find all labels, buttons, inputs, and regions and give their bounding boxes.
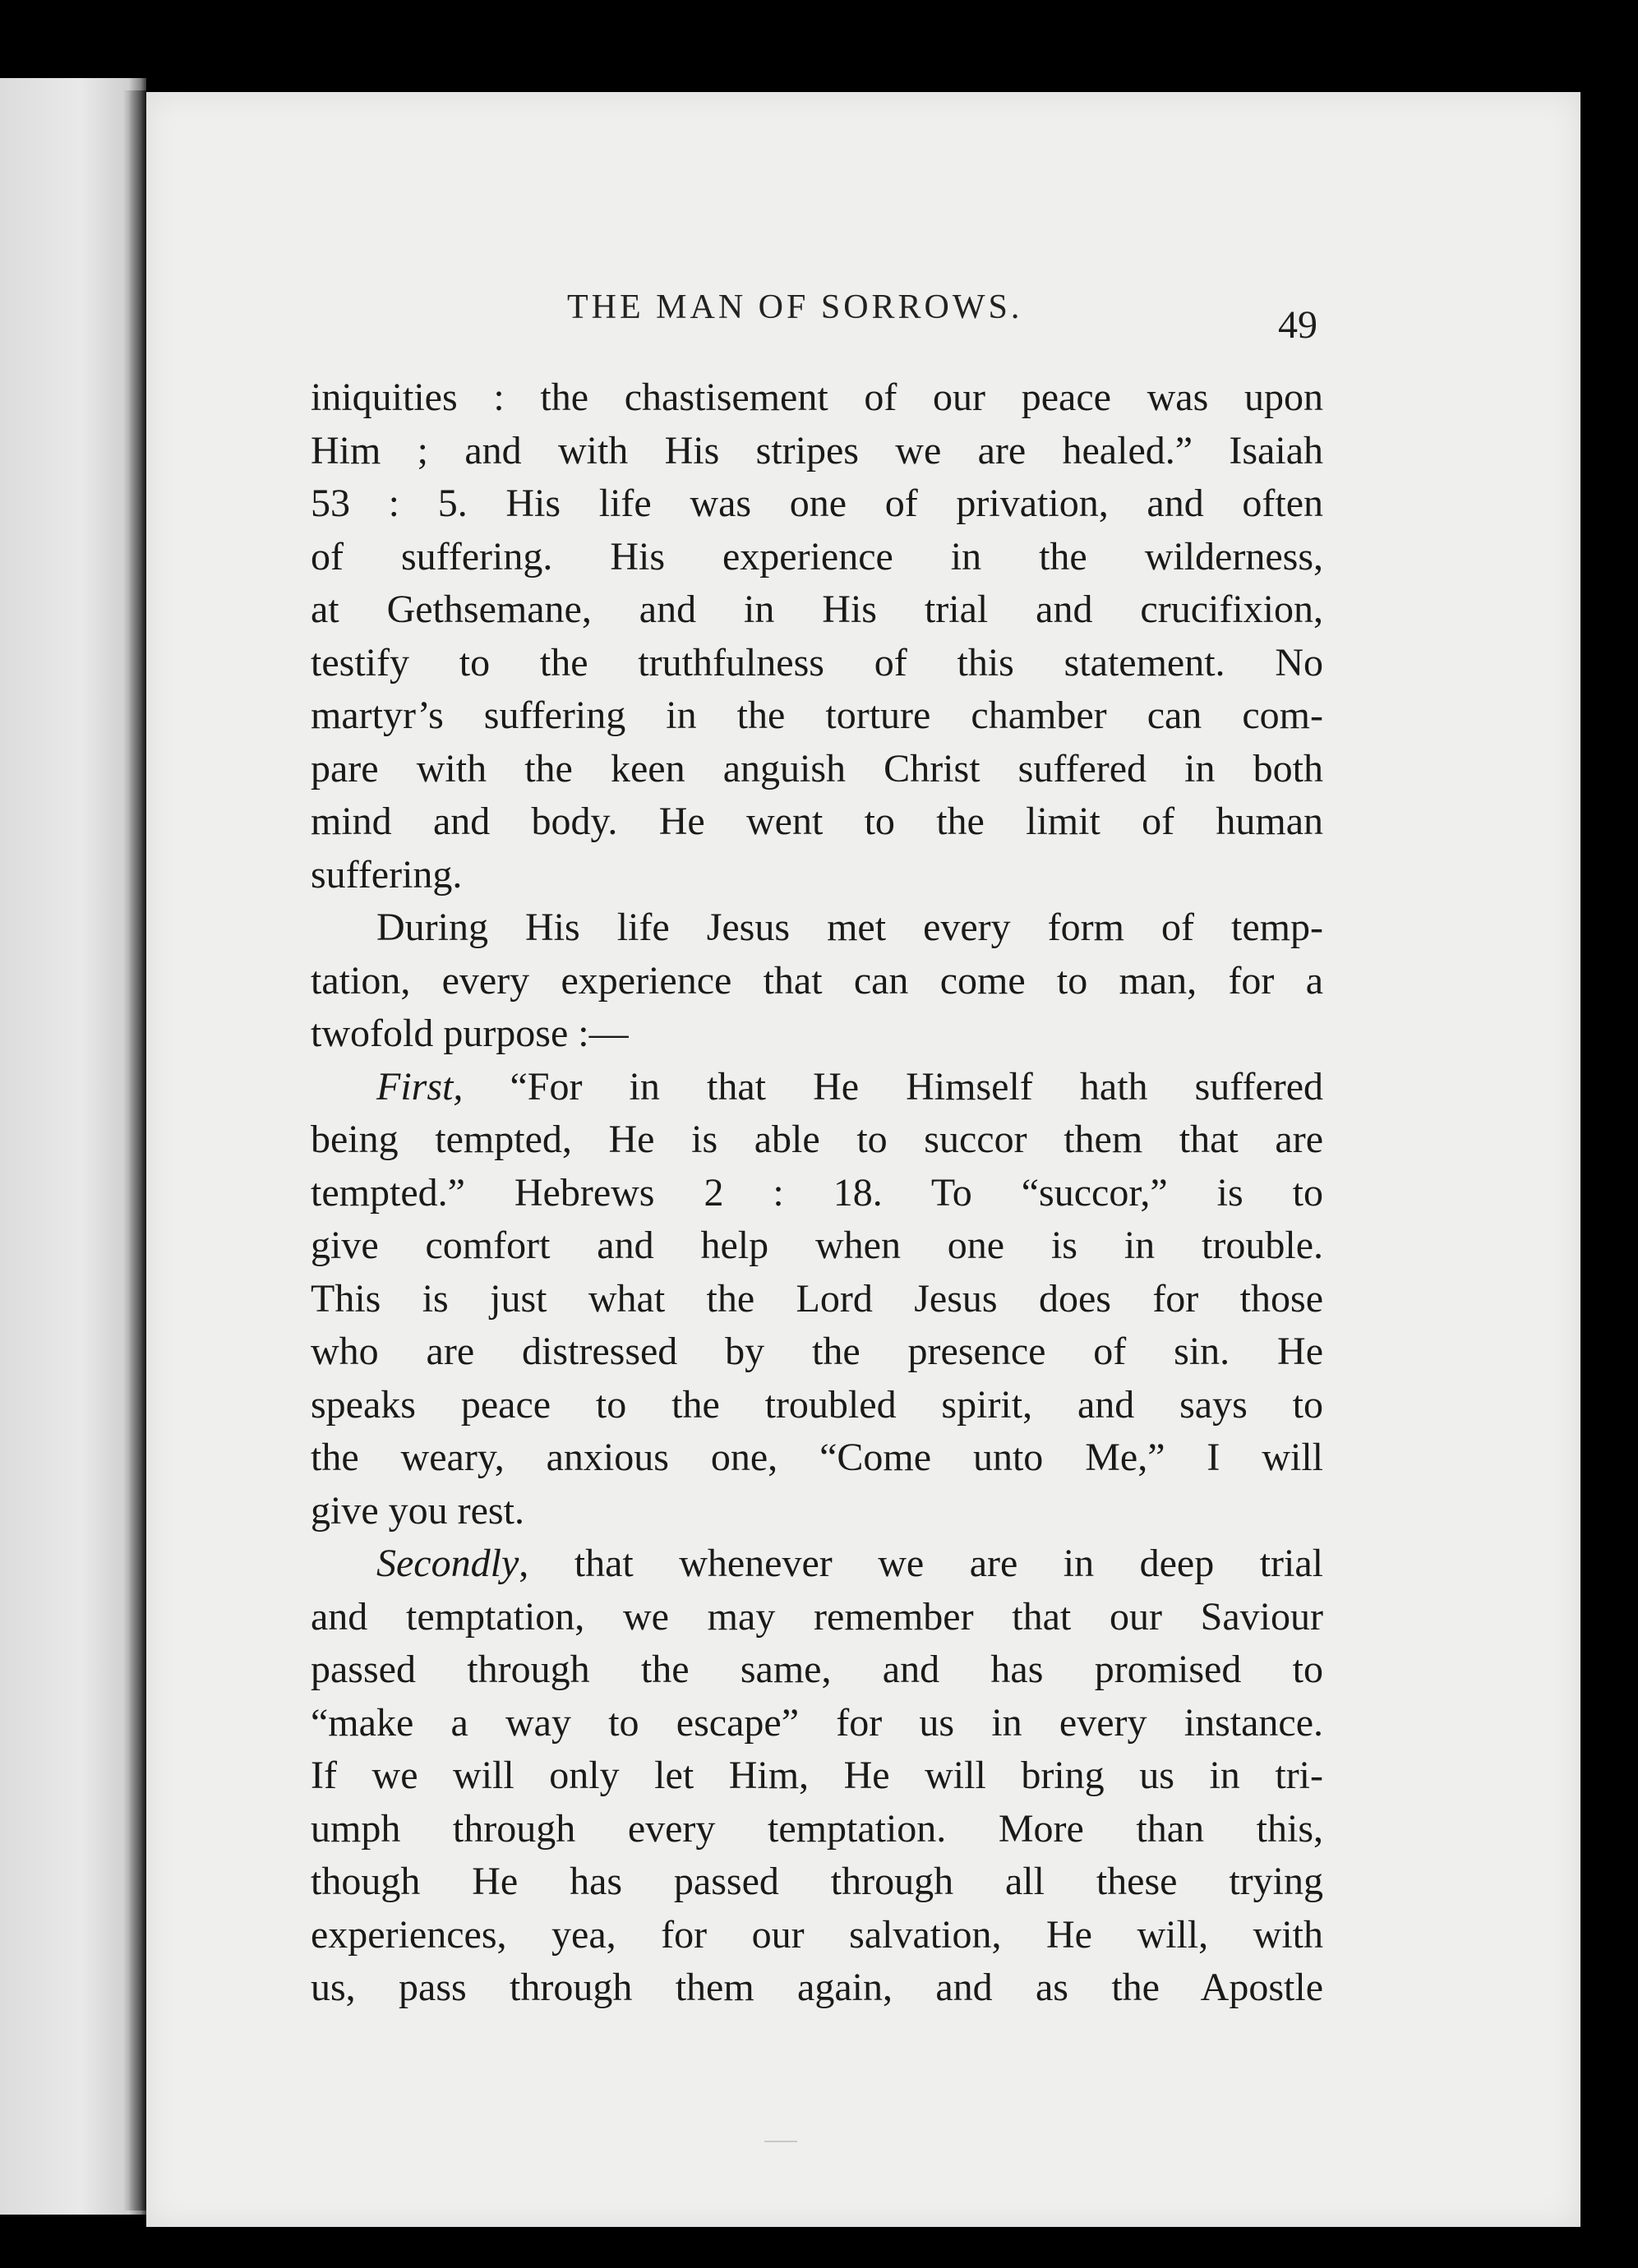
secondly-label: Secondly: [376, 1542, 519, 1585]
running-head: THE MAN OF SORROWS.: [567, 288, 1023, 326]
text-line: testify to the truthfulness of this statement. No: [311, 640, 1323, 685]
text-line: though He has passed through all these trying: [311, 1860, 1323, 1903]
text-line-rest: “For in that He Himself hath suffered: [510, 1064, 1323, 1109]
right-scan-border: [1580, 66, 1638, 2235]
text-line: give comfort and help when one is in trouble.: [311, 1224, 1323, 1267]
text-line: mind and body. He went to the limit of human: [311, 800, 1323, 843]
text-line: Him ; and with His stripes we are healed.” Isaiah: [311, 428, 1323, 472]
text-line-first: [311, 1061, 1323, 1114]
text-line: 53 : 5. His life was one of privation, and often: [311, 482, 1323, 525]
page-number: 49: [1278, 303, 1317, 347]
text-line: umph through every temptation. More than this,: [311, 1806, 1323, 1851]
text-line: “make a way to escape” for us in every instance.: [311, 1700, 1323, 1745]
text-line: iniquities : the chastisement of our peace was upon: [311, 376, 1323, 419]
text-line: During His life Jesus met every form of temp-: [376, 906, 1323, 949]
first-label: First,: [376, 1064, 464, 1109]
text-line: the weary, anxious one, “Come unto Me,” I will: [311, 1436, 1323, 1479]
text-line-rest: , that whenever we are in deep trial: [519, 1542, 1323, 1585]
text-line: pare with the keen anguish Christ suffered in both: [311, 746, 1323, 791]
footer-mark: [764, 2141, 797, 2142]
text-line: suffering.: [311, 852, 463, 897]
text-line-secondly: [311, 1537, 1323, 1591]
text-line: us, pass through them again, and as the Apostle: [311, 1966, 1323, 2009]
text-line: tation, every experience that can come to man, for a: [311, 958, 1323, 1003]
text-line: of suffering. His experience in the wilderness,: [311, 534, 1323, 579]
text-line: and temptation, we may remember that our Saviour: [311, 1594, 1323, 1639]
text-line: tempted.” Hebrews 2 : 18. To “succor,” is to: [311, 1170, 1323, 1215]
text-line: If we will only let Him, He will bring us in tri-: [311, 1754, 1323, 1797]
text-line: experiences, yea, for our salvation, He will, with: [311, 1912, 1323, 1957]
body-text: [311, 371, 1323, 2015]
text-line: being tempted, He is able to succor them that are: [311, 1118, 1323, 1161]
text-line: at Gethsemane, and in His trial and crucifixion,: [311, 588, 1323, 631]
spine-shadow: [123, 90, 148, 2210]
text-line: who are distressed by the presence of sin. He: [311, 1330, 1323, 1373]
text-line: martyr’s suffering in the torture chamber can com-: [311, 694, 1323, 737]
text-line: passed through the same, and has promised to: [311, 1648, 1323, 1691]
text-line: give you rest.: [311, 1488, 524, 1533]
text-line: speaks peace to the troubled spirit, and says to: [311, 1382, 1323, 1427]
text-line: This is just what the Lord Jesus does for those: [311, 1276, 1323, 1321]
text-line: twofold purpose :—: [311, 1012, 629, 1055]
